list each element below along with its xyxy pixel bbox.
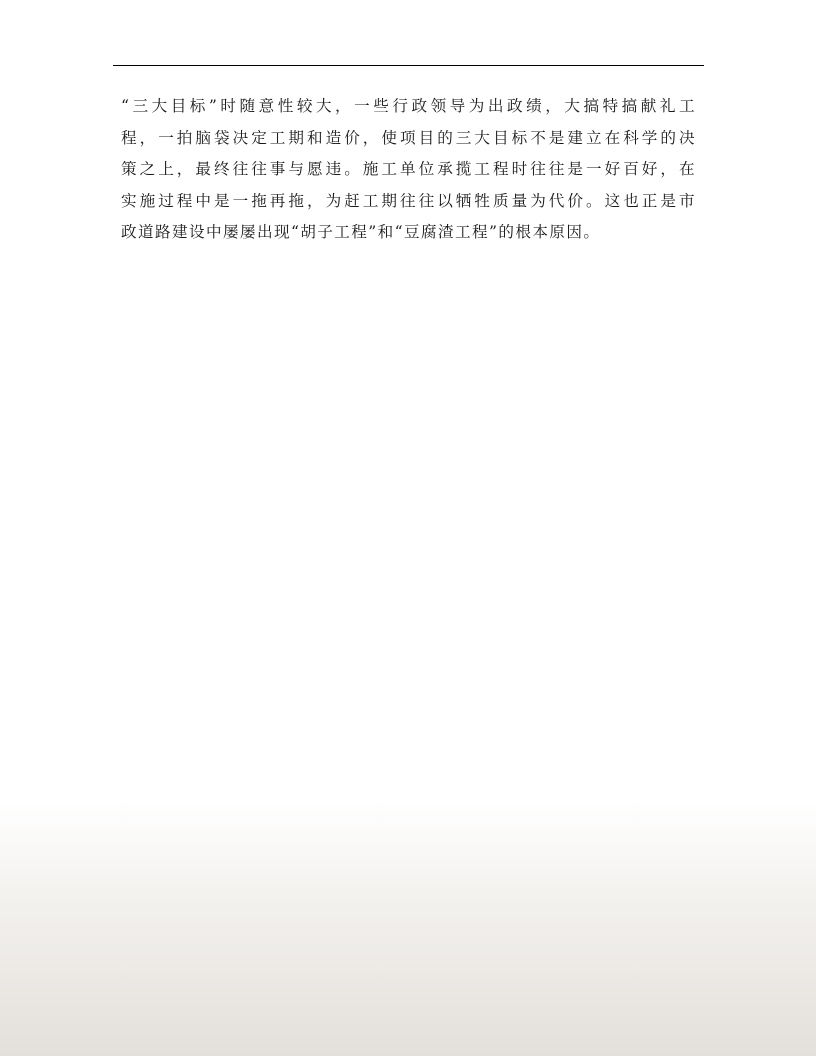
paragraph-line: 程，一拍脑袋决定工期和造价，使项目的三大目标不是建立在科学的决: [121, 128, 696, 147]
paragraph-line: 政道路建设中屡屡出现“胡子工程”和“豆腐渣工程”的根本原因。: [121, 223, 601, 241]
paragraph-line: “三大目标”时随意性较大，一些行政领导为出政绩，大搞特搞献礼工: [121, 97, 696, 115]
paragraph-line: 策之上，最终往往事与愿违。施工单位承揽工程时往往是一好百好，在: [121, 160, 696, 178]
header-divider: [113, 65, 704, 66]
body-paragraph: [121, 91, 696, 249]
paragraph-line: 实施过程中是一拖再拖，为赶工期往往以牺牲质量为代价。这也正是市: [121, 191, 696, 210]
